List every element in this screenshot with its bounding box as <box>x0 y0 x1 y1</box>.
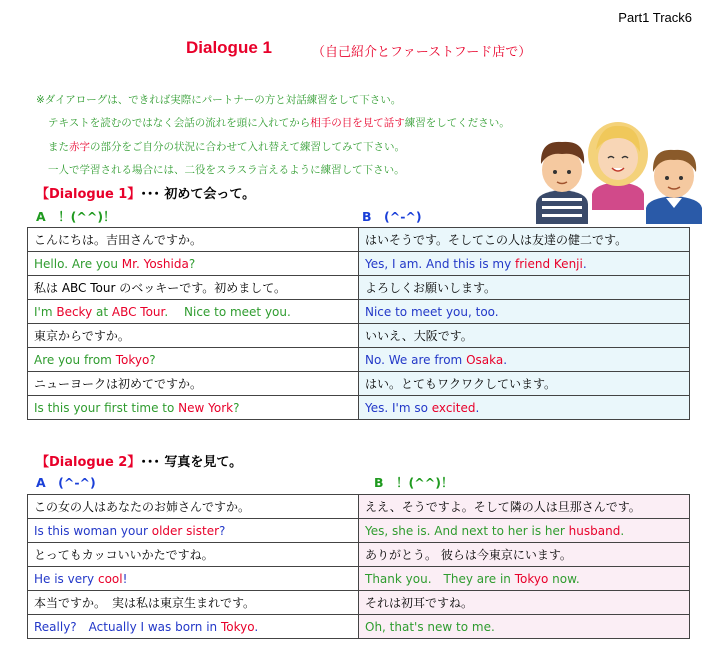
page-title: Dialogue 1 <box>186 38 272 57</box>
dialogue-1-speaker-b: B (^-^) <box>362 209 422 224</box>
dialogue-2-speaker-a: A (^-^) <box>36 475 96 490</box>
speaker-b-line <box>359 495 690 519</box>
boy-right-figure <box>646 150 702 224</box>
speaker-a-line <box>28 300 359 324</box>
line-segment: at <box>92 305 112 319</box>
speaker-b-line <box>359 348 690 372</box>
girl-figure <box>588 122 648 210</box>
dialogue-2-heading: 【Dialogue 2】･･･ 写真を見て。 <box>36 455 243 470</box>
line-segment: cool <box>97 571 123 586</box>
dialogue-row <box>28 348 690 372</box>
line-segment: ええ、そうですよ。そして隣の人は旦那さんです。 <box>365 500 641 514</box>
speaker-a-line <box>28 543 359 567</box>
line-segment: Becky <box>56 305 93 319</box>
line-segment: Are you from <box>34 352 116 367</box>
note-line-1: ※ダイアローグは、できれば実際にパートナーの方と対話練習をして下さい。 <box>36 94 402 106</box>
note-line-3: また赤字の部分をご自分の状況に合わせて入れ替えて練習してみて下さい。 <box>48 141 405 153</box>
line-segment: ? <box>233 400 240 415</box>
speaker-a-line <box>28 396 359 420</box>
line-segment: ! <box>122 571 128 586</box>
dialogue-2-speaker-b: B ！(^^)！ <box>374 475 454 490</box>
line-segment: Osaka <box>466 352 504 367</box>
line-segment: . <box>475 400 480 415</box>
speaker-a-line <box>28 252 359 276</box>
dialogue-row <box>28 324 690 348</box>
line-segment: . Nice to meet you. <box>164 305 291 319</box>
line-segment: Is this woman your <box>34 523 152 538</box>
dialogue-row <box>28 567 690 591</box>
speaker-b-line <box>359 396 690 420</box>
line-segment: 東京からですか。 <box>34 329 130 343</box>
line-segment: Mr. Yoshida <box>121 256 189 271</box>
line-segment: . <box>582 256 587 271</box>
dialogue-1-heading: 【Dialogue 1】･･･ 初めて会って。 <box>36 187 256 202</box>
line-segment: 本当ですか。 実は私は東京生まれです。 <box>34 596 256 610</box>
line-segment: Tokyo <box>514 572 549 586</box>
dialogue-row <box>28 615 690 639</box>
speaker-a-line <box>28 372 359 396</box>
line-segment: はい。とてもワクワクしています。 <box>365 377 557 391</box>
line-segment: older sister <box>151 523 220 538</box>
line-segment: husband <box>568 523 621 538</box>
speaker-b-line <box>359 300 690 324</box>
speaker-b-line <box>359 228 690 252</box>
speaker-b-line <box>359 324 690 348</box>
speaker-a-line <box>28 276 359 300</box>
line-segment: ニューヨークは初めてですか。 <box>34 377 203 391</box>
line-segment: He is very <box>34 571 98 586</box>
dialogue-2-table <box>27 494 690 639</box>
line-segment: Is this your first time to <box>34 400 179 415</box>
line-segment: Nice to meet you, too. <box>365 304 499 319</box>
people-illustration <box>528 112 708 224</box>
speaker-a-line <box>28 567 359 591</box>
dialogue-row <box>28 543 690 567</box>
line-segment: Thank you. They are in <box>365 572 515 586</box>
line-segment: I'm <box>34 305 57 319</box>
note-line-4: 一人で学習される場合には、二役をスラスラ言えるように練習して下さい。 <box>48 164 405 176</box>
dialogue-row <box>28 228 690 252</box>
line-segment: こんにちは。吉田さんですか。 <box>34 233 203 247</box>
dialogue-row <box>28 252 690 276</box>
line-segment: now. <box>548 572 580 586</box>
track-label: Part1 Track6 <box>618 10 692 25</box>
note-line-2: テキストを読むのではなく会話の流れを頭に入れてから相手の目を見て話す練習をしてください。 <box>48 117 510 129</box>
speaker-a-line <box>28 348 359 372</box>
speaker-b-line <box>359 252 690 276</box>
line-segment: ? <box>149 352 156 367</box>
boy-left-figure <box>536 142 588 224</box>
speaker-b-line <box>359 276 690 300</box>
line-segment: Tokyo <box>220 620 255 634</box>
speaker-a-line <box>28 591 359 615</box>
speaker-b-line <box>359 615 690 639</box>
page-subtitle: （自己紹介とファーストフード店で） <box>312 45 532 60</box>
line-segment: . <box>620 523 625 538</box>
speaker-b-line <box>359 543 690 567</box>
line-segment: それは初耳ですね。 <box>365 596 474 610</box>
line-segment: Yes. I'm so <box>365 400 432 415</box>
speaker-a-line <box>28 228 359 252</box>
dialogue-row <box>28 300 690 324</box>
dialogue-row <box>28 372 690 396</box>
line-segment: ? <box>219 523 226 538</box>
speaker-b-line <box>359 567 690 591</box>
speaker-a-line <box>28 615 359 639</box>
line-segment: No. We are from <box>365 352 467 367</box>
line-segment: ? <box>188 256 196 271</box>
line-segment: Hello. Are you <box>34 256 122 271</box>
dialogue-row <box>28 519 690 543</box>
speaker-b-line <box>359 372 690 396</box>
speaker-b-line <box>359 591 690 615</box>
line-segment: とってもカッコいいかたですね。 <box>34 548 214 562</box>
speaker-a-line <box>28 495 359 519</box>
line-segment: Really? Actually I was born in <box>34 620 221 634</box>
line-segment: friend Kenji <box>515 256 583 271</box>
line-segment: Yes, I am. And this is my <box>365 256 515 271</box>
speaker-a-line <box>28 324 359 348</box>
line-segment: . <box>254 620 259 634</box>
dialogue-row <box>28 495 690 519</box>
line-segment: この女の人はあなたのお姉さんですか。 <box>34 500 251 514</box>
line-segment: はいそうです。そしてこの人は友達の健二です。 <box>365 233 628 247</box>
dialogue-row <box>28 591 690 615</box>
dialogue-row <box>28 396 690 420</box>
dialogue-row <box>28 276 690 300</box>
line-segment: New York <box>178 400 234 415</box>
line-segment: ありがとう。 彼らは今東京にいます。 <box>365 548 572 562</box>
speaker-a-line <box>28 519 359 543</box>
speaker-b-line <box>359 519 690 543</box>
dialogue-1-table <box>27 227 690 420</box>
line-segment: . <box>503 352 508 367</box>
line-segment: ABC Tour <box>111 305 165 319</box>
line-segment: よろしくお願いします。 <box>365 281 497 295</box>
line-segment: Tokyo <box>115 352 150 367</box>
line-segment: excited <box>431 400 476 415</box>
line-segment: Yes, she is. And next to her is her <box>365 523 569 538</box>
dialogue-1-speaker-a: A ！(^^)！ <box>36 209 116 224</box>
line-segment: Oh, that's new to me. <box>365 619 495 634</box>
line-segment: いいえ、大阪です。 <box>365 329 473 343</box>
line-segment: 私は ABC Tour のベッキーです。初めまして。 <box>34 281 287 295</box>
